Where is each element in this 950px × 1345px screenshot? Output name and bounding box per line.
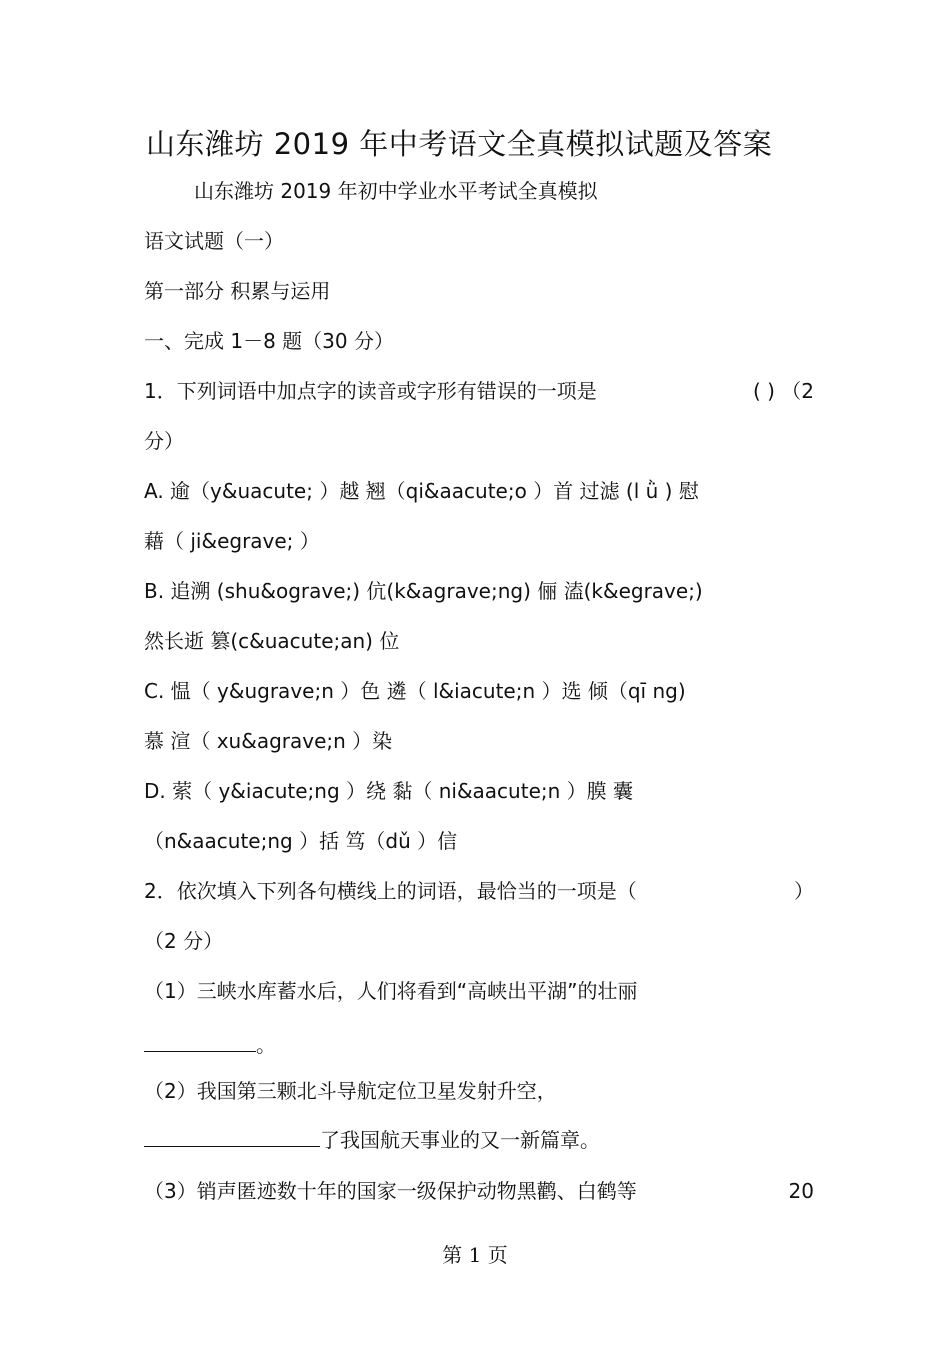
- option-b-line-2: 然长逝 篡(c&uacute;an) 位: [144, 629, 400, 653]
- option-d-line-1: D. 萦（ y&iacute;ng ）绕 黏（ ni&aacute;n ）膜 囊: [144, 779, 634, 803]
- question-1-stem-cont: 分）: [144, 429, 184, 453]
- option-b-line-1: B. 追溯 (shu&ograve;) 伉(k&agrave;ng) 俪 溘(k&egrave;): [144, 579, 703, 603]
- sentence-1-end: 。: [256, 1033, 276, 1057]
- document-subtitle: 山东潍坊 2019 年初中学业水平考试全真模拟: [194, 179, 598, 203]
- question-1-answer-paren: ( ) （2: [752, 379, 814, 403]
- paper-name: 语文试题（一）: [144, 229, 284, 253]
- sentence-3-text: （3）销声匿迹数十年的国家一级保护动物黑鹳、白鹤等: [144, 1179, 637, 1203]
- question-2-stem-cont: （2 分）: [144, 929, 224, 953]
- sentence-2-end: 了我国航天事业的又一新篇章。: [320, 1128, 600, 1152]
- option-a-line-1: A. 逾（y&uacute; ）越 翘（qi&aacute;o ）首 过滤 (l ǜ ) 慰: [144, 479, 699, 503]
- sentence-2: （2）我国第三颗北斗导航定位卫星发射升空，: [144, 1079, 557, 1103]
- part-heading: 第一部分 积累与运用: [144, 279, 331, 303]
- fill-blank-1: [144, 1031, 256, 1052]
- question-1-stem: [144, 376, 814, 406]
- question-2-text: 2．依次填入下列各句横线上的词语，最恰当的一项是（: [144, 879, 637, 903]
- sentence-3: [144, 1176, 814, 1206]
- option-a-line-2: 藉（ ji&egrave; ）: [144, 529, 320, 553]
- sentence-2-blank-line: [144, 1125, 814, 1155]
- question-2-stem: [144, 876, 814, 906]
- section-heading: 一、完成 1－8 题（30 分）: [144, 329, 394, 353]
- sentence-1-blank-line: [144, 1030, 814, 1060]
- option-c-line-2: 慕 渲（ xu&agrave;n ）染: [144, 729, 393, 753]
- page-number: 第 1 页: [442, 1243, 508, 1267]
- fill-blank-2: [144, 1126, 320, 1147]
- option-d-line-2: （n&aacute;ng ）括 笃（dǔ ）信: [144, 829, 458, 853]
- option-c-line-1: C. 愠（ y&ugrave;n ）色 遴（ l&iacute;n ）选 倾（qī ng): [144, 679, 686, 703]
- question-2-paren-close: ）: [794, 879, 814, 903]
- question-1-text: 1．下列词语中加点字的读音或字形有错误的一项是: [144, 379, 597, 403]
- sentence-3-number: 20: [788, 1179, 814, 1203]
- sentence-1: （1）三峡水库蓄水后，人们将看到“高峡出平湖”的壮丽: [144, 979, 638, 1003]
- document-title: 山东潍坊 2019 年中考语文全真模拟试题及答案: [146, 127, 773, 161]
